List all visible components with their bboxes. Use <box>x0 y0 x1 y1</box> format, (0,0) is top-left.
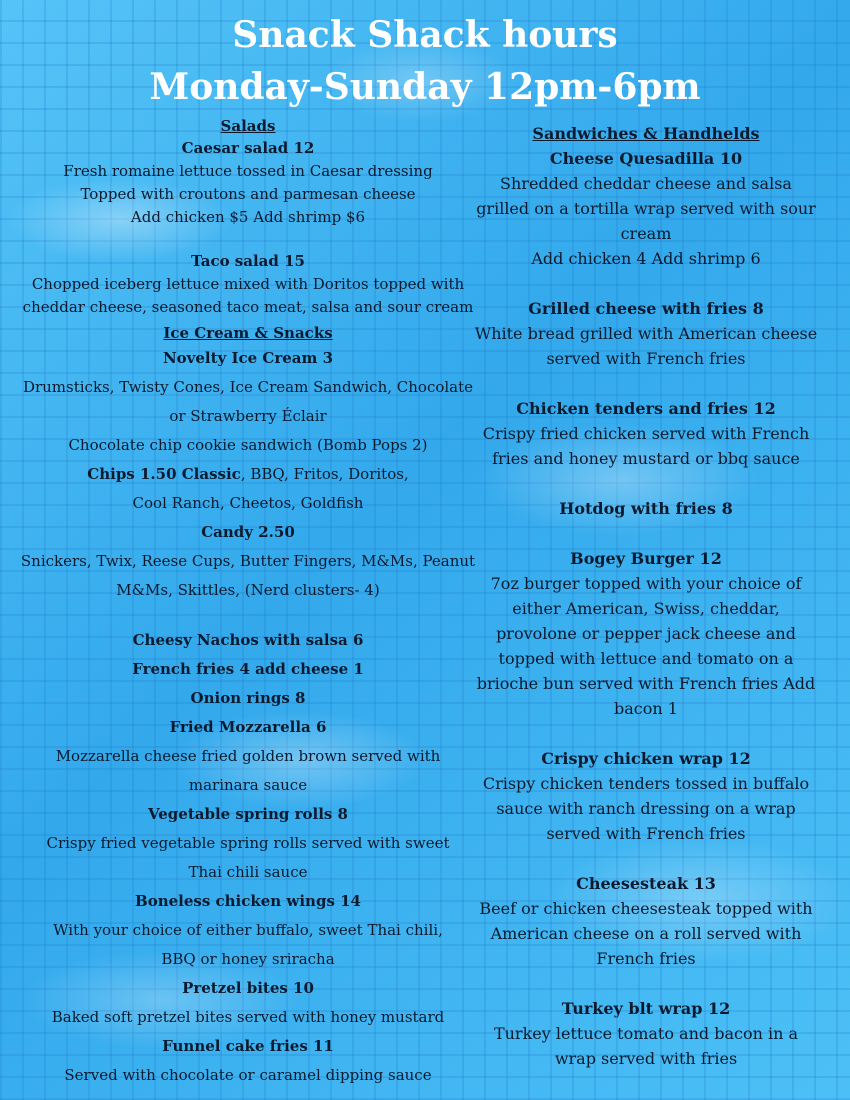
item-desc: served with French fries <box>546 349 746 368</box>
item-desc: , BBQ, Fritos, Doritos, <box>240 465 409 483</box>
item-desc: topped with lettuce and tomato on a <box>498 649 794 668</box>
menu-item-cheesy-nachos: Cheesy Nachos with salsa 6 <box>132 631 364 649</box>
section-title-sandwiches: Sandwiches & Handhelds <box>532 124 760 143</box>
item-desc: BBQ or honey sriracha <box>161 950 335 968</box>
menu-item-candy <box>10 518 486 605</box>
menu-item-bogey-burger <box>466 546 826 721</box>
item-desc: Fresh romaine lettuce tossed in Caesar dressing <box>63 162 433 180</box>
item-desc: 7oz burger topped with your choice of <box>490 574 802 593</box>
menu-item-grilled-cheese <box>466 296 826 371</box>
item-desc: provolone or pepper jack cheese and <box>496 624 796 643</box>
item-desc: served with French fries <box>546 824 746 843</box>
menu-item-novelty-ice-cream <box>10 344 486 460</box>
menu-item-onion-rings: Onion rings 8 <box>190 689 306 707</box>
item-desc: Snickers, Twix, Reese Cups, Butter Fingers, M&Ms, Peanut <box>20 552 476 570</box>
right-column <box>466 122 826 1071</box>
item-desc: Drumsticks, Twisty Cones, Ice Cream Sandwich, Chocolate <box>22 378 474 396</box>
item-desc: brioche bun served with French fries Add <box>476 674 816 693</box>
item-desc: Baked soft pretzel bites served with honey mustard <box>51 1008 445 1026</box>
item-name: Cheesesteak 13 <box>576 874 716 893</box>
item-desc: wrap served with fries <box>554 1049 738 1068</box>
item-name: Funnel cake fries 11 <box>162 1037 334 1055</box>
item-desc: cream <box>620 224 672 243</box>
item-name: Boneless chicken wings 14 <box>135 892 361 910</box>
item-name: Chips 1.50 Classic <box>87 465 241 483</box>
menu-item-hotdog: Hotdog with fries 8 <box>559 499 733 518</box>
menu-item-chips <box>10 460 486 518</box>
item-desc: Chocolate chip cookie sandwich (Bomb Pops 2) <box>68 436 428 454</box>
item-desc: Crispy fried vegetable spring rolls served with sweet <box>46 834 450 852</box>
item-desc: bacon 1 <box>614 699 678 718</box>
menu-item-fried-mozzarella <box>10 713 486 800</box>
item-name: Cheese Quesadilla 10 <box>549 149 743 168</box>
menu-item-funnel-cake-fries <box>10 1032 486 1090</box>
section-title-salads: Salads <box>220 117 276 135</box>
item-name: Grilled cheese with fries 8 <box>528 299 764 318</box>
item-desc: Add chicken $5 Add shrimp $6 <box>130 208 366 226</box>
item-desc: marinara sauce <box>188 776 308 794</box>
menu-item-turkey-blt-wrap <box>466 996 826 1071</box>
item-desc: Crispy fried chicken served with French <box>482 424 810 443</box>
item-name: Novelty Ice Cream 3 <box>162 349 334 367</box>
menu-item-cheesesteak <box>466 871 826 971</box>
item-desc: Served with chocolate or caramel dipping sauce <box>64 1066 432 1084</box>
section-title-ice-cream-snacks: Ice Cream & Snacks <box>163 324 333 342</box>
item-desc: Add chicken 4 Add shrimp 6 <box>531 249 761 268</box>
item-desc: Shredded cheddar cheese and salsa <box>500 174 792 193</box>
item-desc: cheddar cheese, seasoned taco meat, salsa and sour cream <box>22 298 474 316</box>
item-desc: Cool Ranch, Cheetos, Goldfish <box>132 494 364 512</box>
page-title: Snack Shack hours <box>232 14 618 56</box>
menu-item-spring-rolls <box>10 800 486 887</box>
menu-item-crispy-chicken-wrap <box>466 746 826 846</box>
item-desc: grilled on a tortilla wrap served with sour <box>476 199 816 218</box>
item-desc: Chopped iceberg lettuce mixed with Doritos topped with <box>31 275 465 293</box>
item-name: Chicken tenders and fries 12 <box>516 399 776 418</box>
item-name: Crispy chicken wrap 12 <box>541 749 751 768</box>
hours-text: Monday-Sunday 12pm-6pm <box>149 66 701 108</box>
item-name: Bogey Burger 12 <box>570 549 722 568</box>
item-desc: Topped with croutons and parmesan cheese <box>80 185 416 203</box>
item-desc: Thai chili sauce <box>188 863 308 881</box>
item-name: Turkey blt wrap 12 <box>561 999 731 1018</box>
item-name: Caesar salad 12 <box>181 139 315 157</box>
page-header <box>0 10 850 114</box>
item-desc: Mozzarella cheese fried golden brown served with <box>55 747 441 765</box>
menu-item-pretzel-bites <box>10 974 486 1032</box>
item-desc: Crispy chicken tenders tossed in buffalo <box>482 774 810 793</box>
menu-item-caesar-salad <box>10 137 486 229</box>
item-desc: M&Ms, Skittles, (Nerd clusters- 4) <box>116 581 380 599</box>
menu-item-french-fries: French fries 4 add cheese 1 <box>132 660 364 678</box>
item-name: Vegetable spring rolls 8 <box>148 805 348 823</box>
item-desc: either American, Swiss, cheddar, <box>512 599 780 618</box>
item-desc: sauce with ranch dressing on a wrap <box>496 799 796 818</box>
item-name: Pretzel bites 10 <box>182 979 314 997</box>
menu-item-taco-salad <box>10 250 486 319</box>
item-name: Candy 2.50 <box>201 523 295 541</box>
menu-item-boneless-wings <box>10 887 486 974</box>
item-desc: Beef or chicken cheesesteak topped with <box>479 899 813 918</box>
item-desc: With your choice of either buffalo, sweet Thai chili, <box>53 921 443 939</box>
item-name: Fried Mozzarella 6 <box>169 718 327 736</box>
item-desc: American cheese on a roll served with <box>490 924 802 943</box>
item-desc: Turkey lettuce tomato and bacon in a <box>493 1024 799 1043</box>
left-column <box>10 115 486 1090</box>
item-desc: French fries <box>596 949 696 968</box>
item-desc: White bread grilled with American cheese <box>474 324 818 343</box>
item-name: Taco salad 15 <box>191 252 305 270</box>
item-desc: or Strawberry Éclair <box>169 407 327 425</box>
menu-item-chicken-tenders <box>466 396 826 471</box>
menu-item-cheese-quesadilla <box>466 146 826 271</box>
item-desc: fries and honey mustard or bbq sauce <box>492 449 800 468</box>
